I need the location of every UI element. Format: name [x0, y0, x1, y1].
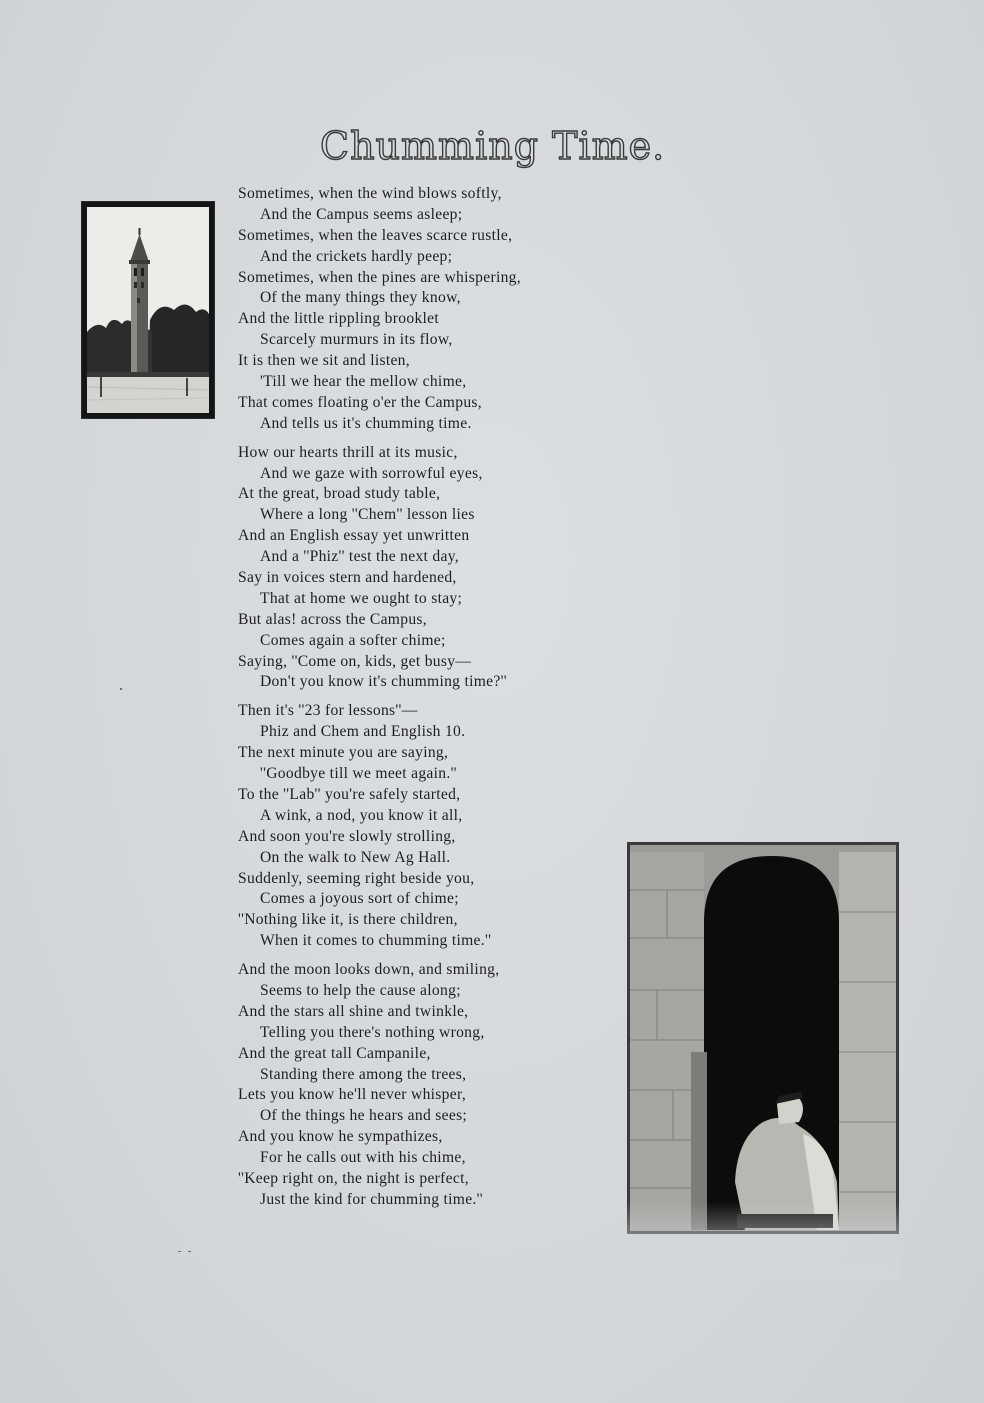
page-title: Chumming Time. — [320, 124, 666, 168]
poem-line: To the ''Lab'' you're safely started, — [238, 785, 461, 803]
poem-line: The next minute you are saying, — [238, 744, 449, 762]
poem-line: Say in voices stern and hardened, — [238, 569, 457, 587]
poem-line: And an English essay yet unwritten — [238, 527, 470, 545]
poem-line: And the moon looks down, and smiling, — [238, 961, 500, 979]
poem-line: Of the many things they know, — [260, 289, 461, 307]
poem-line: ''Keep right on, the night is perfect, — [238, 1169, 469, 1187]
poem-line: Comes a joyous sort of chime; — [260, 890, 459, 908]
poem-line: 'Till we hear the mellow chime, — [260, 373, 467, 391]
poem-line: ''Nothing like it, is there children, — [238, 911, 458, 929]
poem-line: And a ''Phiz'' test the next day, — [260, 548, 459, 566]
poem-line: And soon you're slowly strolling, — [238, 827, 456, 845]
poem-line: It is then we sit and listen, — [238, 352, 410, 370]
poem-line: How our hearts thrill at its music, — [238, 443, 458, 461]
stanza-1 — [238, 184, 618, 435]
paper-speck — [188, 1251, 191, 1252]
stanza-2 — [238, 443, 618, 694]
poem-line: Telling you there's nothing wrong, — [260, 1023, 485, 1041]
poem-line: And the Campus seems asleep; — [260, 205, 463, 223]
poem-line: Phiz and Chem and English 10. — [260, 723, 466, 741]
poem-line: And we gaze with sorrowful eyes, — [260, 464, 483, 482]
poem-line: For he calls out with his chime, — [260, 1149, 466, 1167]
man-in-archway-photo — [627, 842, 899, 1280]
poem-line: But alas! across the Campus, — [238, 610, 427, 628]
paper-speck — [120, 688, 122, 690]
poem-line: That at home we ought to stay; — [260, 589, 463, 607]
poem-line: Don't you know it's chumming time?'' — [260, 673, 507, 691]
poem-line: Suddenly, seeming right beside you, — [238, 869, 475, 887]
poem-line: And tells us it's chumming time. — [260, 414, 472, 432]
poem-line: Then it's ''23 for lessons''— — [238, 702, 418, 720]
poem-line: Sometimes, when the wind blows softly, — [238, 185, 502, 202]
poem-line: And the great tall Campanile, — [238, 1044, 431, 1062]
poem-line: Of the things he hears and sees; — [260, 1107, 468, 1125]
poem-line: Scarcely murmurs in its flow, — [260, 331, 453, 349]
poem-line: And the stars all shine and twinkle, — [238, 1002, 469, 1020]
poem-line: ''Goodbye till we meet again.'' — [260, 765, 457, 783]
campanile-tower-photo — [82, 202, 214, 418]
poem-line: When it comes to chumming time.'' — [260, 932, 492, 950]
poem-line: Just the kind for chumming time.'' — [260, 1190, 483, 1208]
paper-speck — [178, 1251, 181, 1252]
poem-line: And the little rippling brooklet — [238, 310, 440, 328]
poem-line: A wink, a nod, you know it all, — [260, 806, 463, 824]
poem-line: On the walk to New Ag Hall. — [260, 848, 451, 866]
poem-line: Saying, ''Come on, kids, get busy— — [238, 652, 472, 670]
poem-line: Where a long ''Chem'' lesson lies — [260, 506, 475, 524]
poem — [238, 184, 618, 1211]
poem-line: And the crickets hardly peep; — [260, 247, 453, 265]
poem-line: That comes floating o'er the Campus, — [238, 393, 482, 411]
stanza-4 — [238, 960, 618, 1211]
poem-line: Comes again a softer chime; — [260, 631, 446, 649]
poem-line: Lets you know he'll never whisper, — [238, 1086, 467, 1104]
poem-line: At the great, broad study table, — [238, 485, 441, 503]
poem-line: Sometimes, when the pines are whispering, — [238, 268, 521, 286]
stanza-3 — [238, 701, 618, 952]
poem-line: Seems to help the cause along; — [260, 981, 461, 999]
poem-line: And you know he sympathizes, — [238, 1128, 443, 1146]
poem-line: Sometimes, when the leaves scarce rustle, — [238, 226, 513, 244]
poem-line: Standing there among the trees, — [260, 1065, 467, 1083]
